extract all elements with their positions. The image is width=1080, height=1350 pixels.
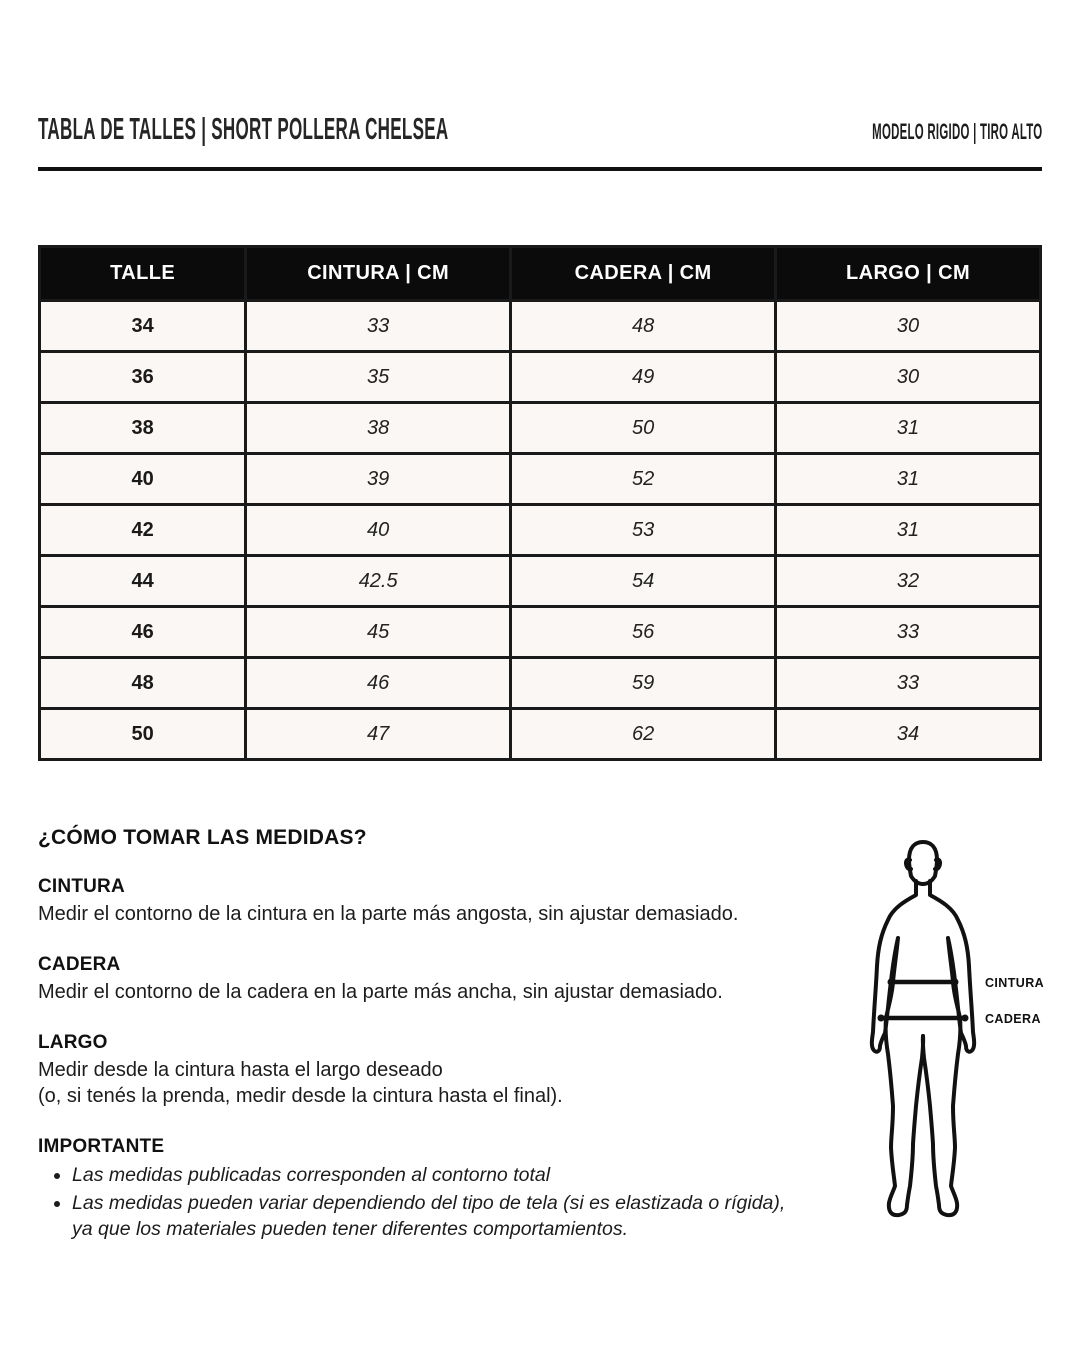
- size-cell-talle: 44: [40, 556, 246, 607]
- size-cell-largo: 32: [776, 556, 1041, 607]
- size-cell-largo: 31: [776, 403, 1041, 454]
- size-cell-talle: 42: [40, 505, 246, 556]
- column-header-cintura: CINTURA | CM: [246, 247, 511, 301]
- how-to-title: ¿CÓMO TOMAR LAS MEDIDAS?: [38, 826, 367, 849]
- size-cell-talle: 36: [40, 352, 246, 403]
- size-cell-talle: 46: [40, 607, 246, 658]
- table-row: [40, 556, 1041, 607]
- size-cell-talle: 48: [40, 658, 246, 709]
- size-cell-cintura: 38: [246, 403, 511, 454]
- table-row: [40, 607, 1041, 658]
- column-header-talle: TALLE: [40, 247, 246, 301]
- header-divider: [38, 167, 1042, 171]
- figure-head: [909, 842, 937, 884]
- section-cintura-text: Medir el contorno de la cintura en la parte más angosta, sin ajustar demasiado.: [38, 903, 739, 925]
- figure-waist-label: CINTURA: [985, 976, 1045, 990]
- section-importante: [38, 1136, 808, 1243]
- table-row: [40, 301, 1041, 352]
- size-cell-cadera: 52: [511, 454, 776, 505]
- size-cell-cintura: 42.5: [246, 556, 511, 607]
- how-to-measure-section: [38, 826, 808, 1244]
- size-cell-cadera: 49: [511, 352, 776, 403]
- size-cell-cintura: 45: [246, 607, 511, 658]
- section-largo-heading: LARGO: [38, 1032, 108, 1053]
- size-cell-talle: 38: [40, 403, 246, 454]
- figure-hip-label: CADERA: [985, 1012, 1041, 1026]
- size-cell-cadera: 56: [511, 607, 776, 658]
- table-row: [40, 454, 1041, 505]
- section-cadera-heading: CADERA: [38, 954, 121, 975]
- size-cell-cadera: 54: [511, 556, 776, 607]
- size-cell-cintura: 47: [246, 709, 511, 760]
- size-cell-cintura: 33: [246, 301, 511, 352]
- size-cell-largo: 30: [776, 352, 1041, 403]
- body-figure: [855, 838, 1055, 1228]
- table-row: [40, 352, 1041, 403]
- size-cell-talle: 34: [40, 301, 246, 352]
- section-importante-heading: IMPORTANTE: [38, 1136, 165, 1157]
- size-cell-cintura: 35: [246, 352, 511, 403]
- size-cell-largo: 31: [776, 505, 1041, 556]
- importante-bullet-2: • Las medidas pueden variar dependiendo del tipo de tela (si es elastizada o rígida), ya que los materiales pueden tener diferentes comportamientos.: [72, 1190, 792, 1243]
- table-row: [40, 505, 1041, 556]
- section-largo: [38, 1032, 808, 1109]
- size-table: [38, 245, 1042, 761]
- size-cell-largo: 33: [776, 607, 1041, 658]
- page-title: TABLA DE TALLES | SHORT POLLERA CHELSEA: [38, 111, 449, 146]
- section-largo-text-line1: Medir desde la cintura hasta el largo deseado: [38, 1059, 443, 1081]
- section-cintura-heading: CINTURA: [38, 876, 125, 897]
- size-cell-cadera: 62: [511, 709, 776, 760]
- section-cadera: [38, 954, 808, 1005]
- section-largo-text-line2: (o, si tenés la prenda, medir desde la cintura hasta el final).: [38, 1085, 563, 1107]
- table-header-row: [40, 247, 1041, 301]
- size-cell-largo: 33: [776, 658, 1041, 709]
- table-row: [40, 658, 1041, 709]
- column-header-cadera: CADERA | CM: [511, 247, 776, 301]
- figure-right-outline: [923, 881, 974, 1215]
- size-cell-cadera: 48: [511, 301, 776, 352]
- model-info: MODELO RIGIDO | TIRO ALTO: [871, 119, 1042, 144]
- table-row: [40, 403, 1041, 454]
- importante-list: [38, 1162, 808, 1243]
- size-cell-cintura: 40: [246, 505, 511, 556]
- size-table-body: [40, 301, 1041, 760]
- size-cell-largo: 31: [776, 454, 1041, 505]
- waist-line: [888, 979, 959, 986]
- section-cadera-text: Medir el contorno de la cadera en la parte más ancha, sin ajustar demasiado.: [38, 981, 723, 1003]
- importante-bullet-1: • Las medidas publicadas corresponden al contorno total: [72, 1162, 792, 1189]
- size-cell-cintura: 46: [246, 658, 511, 709]
- size-cell-cadera: 53: [511, 505, 776, 556]
- size-cell-cadera: 59: [511, 658, 776, 709]
- size-cell-talle: 50: [40, 709, 246, 760]
- section-cintura: [38, 876, 808, 927]
- figure-left-outline: [872, 881, 923, 1215]
- hip-line: [878, 1015, 969, 1022]
- size-cell-talle: 40: [40, 454, 246, 505]
- column-header-largo: LARGO | CM: [776, 247, 1041, 301]
- table-row: [40, 709, 1041, 760]
- size-cell-largo: 34: [776, 709, 1041, 760]
- size-cell-cadera: 50: [511, 403, 776, 454]
- size-cell-cintura: 39: [246, 454, 511, 505]
- size-cell-largo: 30: [776, 301, 1041, 352]
